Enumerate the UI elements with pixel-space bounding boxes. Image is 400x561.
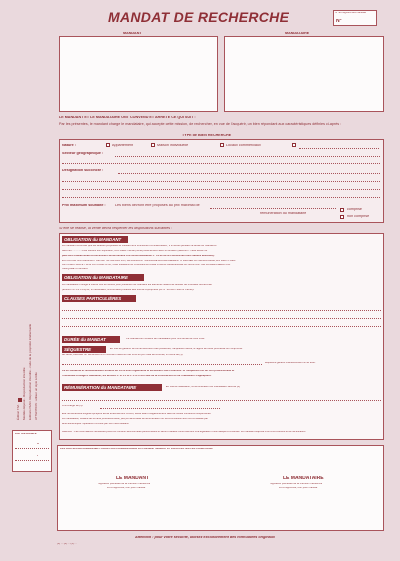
obligation-mandant-line: dans les ............ mois suivant son expiration, d'en traiter l'achat (vente) directement avec le vendeur (attention : cette durée ne <box>62 250 208 252</box>
remuneration-text: rémunération du mandataire <box>260 212 307 215</box>
duree-header: DURÉE du MANDAT <box>62 336 120 343</box>
checkbox-appartement[interactable] <box>106 143 110 147</box>
option-maison: Maison individuelle <box>157 144 189 147</box>
signature-mention: LES PARTIES RECONNAISSENT AVOIR PRIS CONNAISSANCE DU PRÉSENT MANDAT ET EN ACCEPTER LES CONDITIONS <box>60 448 213 450</box>
nature-label: Nature : <box>62 144 76 147</box>
register-label: N° au registre des mandats <box>335 12 367 14</box>
designation-line-1[interactable] <box>118 173 380 174</box>
obligation-mandant-line: peut être indéterminée ou excessive conformément à la recommandation n° 03-02 de la Commission des clauses abusives). <box>62 255 215 257</box>
mandant-bon-pour: "Lu et approuvé, bon pour mandat" <box>106 487 147 489</box>
clauses-header: CLAUSES PARTICULIÈRES <box>62 295 136 302</box>
edition-mark-icon <box>18 398 22 402</box>
fait-lieu: à <box>37 455 39 457</box>
clauses-line-3[interactable] <box>62 326 381 327</box>
prix-text: Les biens devront être proposés au prix maximal de <box>115 204 200 207</box>
footer-notes: (1) ... (2) ... (3) ... <box>57 543 77 545</box>
page-number <box>18 398 22 403</box>
obligation-mandant-line: INDIQUÉE CI-APRÈS. <box>62 268 89 270</box>
remuneration-header: RÉMUNÉRATION du MANDATAIRE <box>62 384 162 391</box>
bien-box <box>59 139 384 223</box>
fait-le: le <box>37 443 40 445</box>
remuneration-line: Le mandataire, titulaire de la carte professionnelle, perçoit sans délai sa rémunération ou sa commission aux fois constatée par <box>62 418 209 420</box>
sidebar-publisher: Édition T.M. <box>16 404 20 420</box>
fait-box[interactable] <box>12 430 52 472</box>
loi-line: l'immeuble à usage d'habitation, les articles L. 271-1 et L. 271-2 du code de la construction et de l'habitation s'appliquent. <box>62 375 212 377</box>
sequestre-line: séquestre garanti financièrement à cet effet. <box>265 362 316 364</box>
option-appartement: Appartement <box>112 144 134 147</box>
checkbox-locaux[interactable] <box>220 143 224 147</box>
mandataire-box[interactable] <box>224 36 384 112</box>
sidebar-legal: Editions ISAO. Reproduction interdite - code de la propriété intellectuelle <box>28 323 32 420</box>
duree-text: Ce mandat est consenti au mandataire pour une durée de trois mois. <box>126 338 206 340</box>
sequestre-header: SÉQUESTRE <box>62 346 106 353</box>
fait-lieu-line[interactable] <box>15 460 49 461</box>
checkbox-maison[interactable] <box>151 143 155 147</box>
obligation-mandataire-line: (article L.271-4 CCH) et, si nécessaire, à la surface privative des lots de copropriété (loi N° 96-1107 dite loi Carrez). <box>62 289 195 291</box>
footer-attention: Attention : pour votre sécurité, utilisez exclusivement des formulaires originaux <box>135 536 275 539</box>
fait-date-line[interactable] <box>15 448 49 449</box>
designation-line-4[interactable] <box>62 197 380 198</box>
prix-label: Prix maximum souhaité : <box>62 204 106 207</box>
mandataire-bon-pour: "Lu et approuvé, bon pour mandat" <box>278 487 319 489</box>
mandataire-signature-label: LE MANDATAIRE <box>283 476 324 481</box>
clauses-line-2[interactable] <box>62 318 381 319</box>
secteur-line-1[interactable] <box>115 156 380 157</box>
obligation-mandant-line: Le mandant reconnaît que les affaires proposées et visitées sont strictement confidentielles ; il s'interdit pendant la durée du mandat et <box>62 245 217 247</box>
agreement-title: LE MANDANT ET LE MANDATAIRE ONT CONVENU ET ARRÊTÉ CE QUI SUIT : <box>59 116 196 119</box>
sequestre-line: En vue de garantir la bonne exécution des présentes, l'acquéreur devra, à l'appui de toute promesse ou compromis <box>110 348 243 350</box>
checkbox-comprise[interactable] <box>340 208 344 212</box>
fait-label: FAIT EN DOUBLE <box>15 433 37 435</box>
obligation-mandant-header: OBLIGATION du MANDANT <box>62 236 128 243</box>
option-locaux: Locaux commerciaux <box>226 144 261 147</box>
obligation-mandataire-header: OBLIGATION du MANDATAIRE <box>62 274 144 281</box>
prix-line[interactable] <box>210 208 336 209</box>
mandant-signature-label: LE MANDANT <box>116 476 150 481</box>
remuneration-text: En cas de réalisation, la rémunération du mandataire sera de (2) <box>166 386 241 388</box>
sidebar-attention: ATTENTION : utiliser un stylo à bille <box>34 372 38 420</box>
mandataire-mention-small: Signature précédée de la mention manuscrite <box>270 483 323 485</box>
secteur-line-2[interactable] <box>62 163 380 164</box>
conditions-box <box>59 233 384 440</box>
remuneration-line: Elle ne deviendra exigible qu'après achat effectivement conclu, levée étant obligatoirement faite de toutes conditions suspensives. <box>62 413 212 415</box>
loi-line: La loi solidarité et renouvellement urbains du 13.12.2000 réglemente le versement visé ci-dessus. Si l'acquéreur est un non professionnel et <box>62 370 235 372</box>
other-line[interactable] <box>299 148 379 149</box>
mandataire-signature-area[interactable] <box>238 492 368 528</box>
agreement-body: Par les présentes, le mandant charge le mandataire, qui accepte cette mission, de rechercher, en vue de l'acquérir, un bien répondant aux caractéristiques définies ci-après : <box>59 122 342 126</box>
secteur-label: Secteur géographique : <box>62 152 104 155</box>
comprise-label: comprise <box>347 208 362 211</box>
clauses-line-1[interactable] <box>62 310 381 311</box>
mandant-mention-small: Signature précédée de la mention manuscrite <box>98 483 151 485</box>
designation-line-2[interactable] <box>62 181 380 182</box>
checkbox-non-comprise[interactable] <box>340 215 344 219</box>
sequestre-fill-line[interactable] <box>62 364 262 365</box>
mandant-box[interactable] <box>59 36 218 112</box>
page-title: MANDAT DE RECHERCHE <box>108 10 290 24</box>
remuneration-charge: À la charge de (3) <box>62 405 83 407</box>
obligation-mandant-line: EN CAS DE NON RESPECT DE CETTE OBLIGATION, LE MANDANT S'ENGAGE EXPRESSÉMENT À VERSER AU MANDATAIRE, EN VERTU DES <box>62 260 236 262</box>
vente-intro: Si elle se réalise, la vente devra respecter les dispositions suivantes : <box>59 227 173 230</box>
mandant-label: MANDANT <box>123 32 142 35</box>
signature-box <box>57 445 384 531</box>
register-number: N° <box>336 19 342 24</box>
designation-line-3[interactable] <box>62 189 380 190</box>
footnote: Attention : Les informations recueillies pourront contenir des données personnelles et seront traitées conformément à la législation Informatique et Libertés. Le mandant dispose d'un droit d'accès et de rectification. <box>62 431 307 433</box>
obligation-mandant-line: ARTICLES 1142 ET 1152 DU CODE CIVIL, UNE INDEMNITÉ COMPENSATOIRE FORFAITAIRE ÉGALE AU MONTANT DE LA RÉMUNÉRATION <box>62 264 231 266</box>
sidebar-note: Modèle déposé - Reproduction interdite <box>22 367 26 420</box>
bien-section-title: TYPE de BIEN RECHERCHÉ <box>182 134 232 137</box>
remuneration-charge-line[interactable] <box>100 408 220 409</box>
designation-label: Désignation succincte : <box>62 169 104 172</box>
checkbox-other[interactable] <box>292 143 296 147</box>
obligation-mandataire-line: Le mandataire s'oblige à mettre tout en œuvre pour présenter au mandant les éléments relatifs au dossier de trouvaille recherchée <box>62 284 212 286</box>
non-comprise-label: non comprise <box>347 215 370 218</box>
remuneration-line: acte authentique l'opération conclue par son intermédiaire. <box>62 423 130 425</box>
remuneration-line-1[interactable] <box>62 400 381 401</box>
mandant-signature-area[interactable] <box>78 492 208 528</box>
sequestre-line: de vente, effectuer un versement d'un montant maximum de 10% du prix total de la vente, à l'ordre de (1) <box>62 354 183 356</box>
mandataire-label: MANDATAIRE <box>285 32 310 35</box>
register-box[interactable] <box>333 10 377 26</box>
